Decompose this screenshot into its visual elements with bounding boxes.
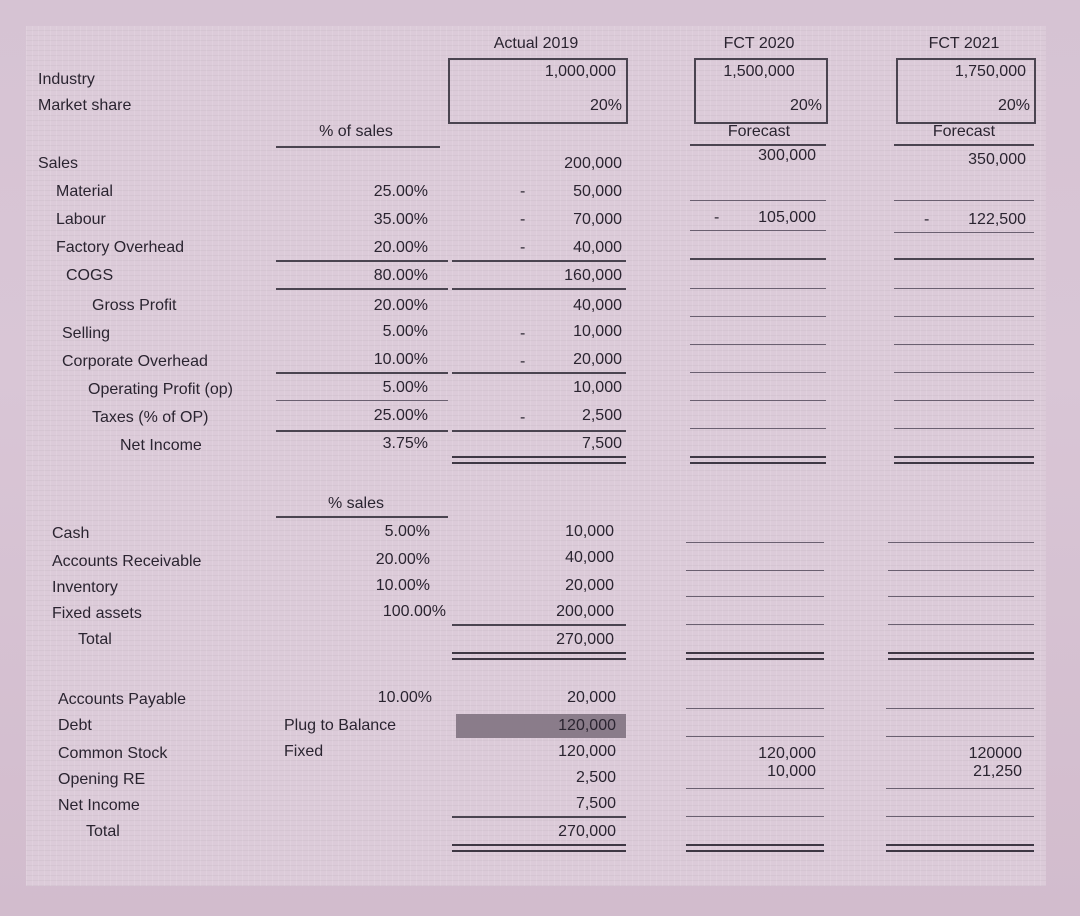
gross-profit-pct: 20.00% <box>373 297 428 314</box>
operating-profit-actual: 10,000 <box>573 379 622 396</box>
inventory-label: Inventory <box>52 579 118 596</box>
opening-re-actual: 2,500 <box>575 769 616 786</box>
inventory-pct: 10.00% <box>375 577 430 594</box>
opening-re-fct-2020: 10,000 <box>767 763 816 780</box>
accounts-receivable-label: Accounts Receivable <box>52 553 202 570</box>
labour-actual: 70,000 <box>573 211 622 228</box>
actual-2019-industry: 1,000,000 <box>544 63 616 80</box>
market-share-label: Market share <box>38 97 132 114</box>
material-dash: - <box>520 183 526 200</box>
assets-total-actual: 270,000 <box>556 631 614 648</box>
taxes-pct: 25.00% <box>373 407 428 424</box>
gross-profit-label: Gross Profit <box>92 297 177 314</box>
fct-2020-header: FCT 2020 <box>723 35 795 52</box>
debt-actual: 120,000 <box>558 717 616 734</box>
labour-fct-2021-dash: - <box>924 211 930 228</box>
operating-profit-label: Operating Profit (op) <box>88 381 233 398</box>
cogs-label: COGS <box>66 267 114 284</box>
accounts-payable-pct: 10.00% <box>377 689 432 706</box>
debt-label: Debt <box>58 717 92 734</box>
labour-fct-2020-dash: - <box>714 209 720 226</box>
accounts-payable-actual: 20,000 <box>567 689 616 706</box>
factory-overhead-label: Factory Overhead <box>56 239 185 256</box>
cash-actual: 10,000 <box>565 523 614 540</box>
debt-note: Plug to Balance <box>284 717 397 734</box>
spreadsheet <box>26 26 1046 886</box>
factory-overhead-actual: 40,000 <box>573 239 622 256</box>
sales-actual: 200,000 <box>564 155 622 172</box>
labour-fct-2021: 122,500 <box>968 211 1026 228</box>
common-stock-fct-2021: 120000 <box>968 745 1022 762</box>
assets-total-label: Total <box>78 631 112 648</box>
bs-net-income-actual: 7,500 <box>575 795 616 812</box>
accounts-receivable-actual: 40,000 <box>565 549 614 566</box>
liabilities-total-label: Total <box>86 823 120 840</box>
accounts-payable-label: Accounts Payable <box>58 691 187 708</box>
fct-2021-forecast-label: Forecast <box>932 123 996 140</box>
operating-profit-pct: 5.00% <box>382 379 428 396</box>
material-label: Material <box>56 183 113 200</box>
labour-label: Labour <box>56 211 106 228</box>
cogs-pct: 80.00% <box>373 267 428 284</box>
common-stock-actual: 120,000 <box>558 743 616 760</box>
selling-dash: - <box>520 325 526 342</box>
selling-pct: 5.00% <box>382 323 428 340</box>
fct-2020-forecast-label: Forecast <box>727 123 791 140</box>
industry-label: Industry <box>38 71 95 88</box>
pct-of-sales-header: % of sales <box>319 123 393 140</box>
opening-re-label: Opening RE <box>58 771 146 788</box>
actual-2019-share: 20% <box>589 97 622 114</box>
pct-sales-header: % sales <box>327 495 385 512</box>
sales-label: Sales <box>38 155 79 172</box>
cogs-actual: 160,000 <box>564 267 622 284</box>
taxes-actual: 2,500 <box>581 407 622 424</box>
cash-label: Cash <box>52 525 90 542</box>
factory-overhead-pct: 20.00% <box>373 239 428 256</box>
fct-2021-share: 20% <box>997 97 1030 114</box>
corporate-overhead-dash: - <box>520 353 526 370</box>
accounts-receivable-pct: 20.00% <box>375 551 430 568</box>
fct-2020-share: 20% <box>789 97 822 114</box>
selling-label: Selling <box>62 325 111 342</box>
labour-dash: - <box>520 211 526 228</box>
corporate-overhead-actual: 20,000 <box>573 351 622 368</box>
cash-pct: 5.00% <box>384 523 430 540</box>
labour-fct-2020: 105,000 <box>758 209 816 226</box>
factory-overhead-dash: - <box>520 239 526 256</box>
corporate-overhead-label: Corporate Overhead <box>62 353 208 370</box>
selling-actual: 10,000 <box>573 323 622 340</box>
corporate-overhead-pct: 10.00% <box>373 351 428 368</box>
net-income-label: Net Income <box>120 437 202 454</box>
net-income-pct: 3.75% <box>382 435 428 452</box>
fixed-assets-label: Fixed assets <box>52 605 142 622</box>
labour-pct: 35.00% <box>373 211 428 228</box>
fixed-assets-pct: 100.00% <box>382 603 446 620</box>
common-stock-label: Common Stock <box>58 745 168 762</box>
material-pct: 25.00% <box>373 183 428 200</box>
fct-2021-industry: 1,750,000 <box>954 63 1026 80</box>
bs-net-income-label: Net Income <box>58 797 140 814</box>
fixed-assets-actual: 200,000 <box>556 603 614 620</box>
fct-2020-industry: 1,500,000 <box>723 63 795 80</box>
material-actual: 50,000 <box>573 183 622 200</box>
taxes-label: Taxes (% of OP) <box>92 409 209 426</box>
net-income-actual: 7,500 <box>581 435 622 452</box>
opening-re-fct-2021: 21,250 <box>973 763 1022 780</box>
common-stock-note: Fixed <box>284 743 324 760</box>
liabilities-total-actual: 270,000 <box>558 823 616 840</box>
fct-2021-header: FCT 2021 <box>928 35 1000 52</box>
actual-2019-header: Actual 2019 <box>493 35 579 52</box>
sales-fct-2020: 300,000 <box>758 147 816 164</box>
common-stock-fct-2020: 120,000 <box>758 745 816 762</box>
gross-profit-actual: 40,000 <box>573 297 622 314</box>
inventory-actual: 20,000 <box>565 577 614 594</box>
taxes-dash: - <box>520 409 526 426</box>
sales-fct-2021: 350,000 <box>968 151 1026 168</box>
